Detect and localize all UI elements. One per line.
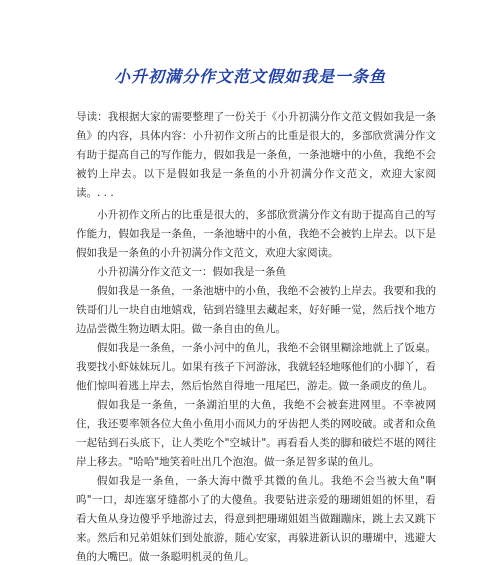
body-paragraph: 假如我是一条鱼，一条大海中微乎其微的鱼儿。我绝不会当被大鱼"啊呜"一口，却连塞牙缝都小了的大傻鱼。我要钻进亲爱的珊瑚姐姐的怀里，看看大鱼从身边傻乎乎地游过去，得意到把珊瑚姐姐当做蹦蹦床，跳上去又跳下来。然后和兄弟姐妹们到处旅游，随心安家，再躲进新认识的珊瑚中，逃避大鱼的大嘴巴。做一条聪明机灵的鱼儿。 (76, 475, 436, 563)
intro-section (76, 108, 436, 203)
body-paragraph: 假如我是一条鱼，一条湖泊里的大鱼，我绝不会被套进网里。不幸被网住，我还要率领各位大鱼小鱼用小而风力的牙齿把人类的网咬破。或者和众鱼一起钻到石头底下，让人类吃个"空城计"。再看看人类的脚和破烂不堪的网往岸上移去。"哈哈"地笑着吐出几个泡泡。做一条足智多谋的鱼儿。 (76, 399, 436, 468)
article-body (76, 206, 436, 565)
document-title: 小升初满分作文范文假如我是一条鱼 (113, 67, 386, 86)
section-heading: 小升初满分作文范文一：假如我是一条鱼 (97, 266, 286, 278)
body-paragraph: 假如我是一条鱼，一条池塘中的小鱼，我绝不会被钓上岸去。我要和我的铁哥们儿一块自由地嬉戏，钻到岩缝里去藏起来，好好睡一觉，然后找个地方边品尝微生物边晒太阳。做一条自由的鱼儿。 (76, 285, 436, 335)
intro-paragraph: 导读：我根据大家的需要整理了一份关于《小升初满分作文范文假如我是一条鱼》的内容，具体内容：小升初作文所占的比重是很大的，多部欣赏满分作文有助于提高自己的写作能力，假如我是一条鱼，一条池塘中的小鱼，我绝不会被钓上岸去。以下是假如我是一条鱼的小升初满分作文范文，欢迎大家阅读。. . . (76, 111, 436, 199)
summary-paragraph: 小升初作文所占的比重是很大的，多部欣赏满分作文有助于提高自己的写作能力，假如我是一条鱼，一条池塘中的小鱼，我绝不会被钓上岸去。以下是假如我是一条鱼的小升初满分作文范文，欢迎大家阅读。 (76, 209, 436, 259)
body-paragraph: 假如我是一条鱼，一条小河中的鱼儿，我绝不会钢里糊涂地就上了饭桌。我要找小虾妹妹玩儿。如果有孩子下河游泳，我就轻轻地啄他们的小脚丫，看他们惊叫着逃上岸去，然后怡然自得地一甩尾巴，游走。做一条顽皮的鱼儿。 (76, 342, 436, 392)
